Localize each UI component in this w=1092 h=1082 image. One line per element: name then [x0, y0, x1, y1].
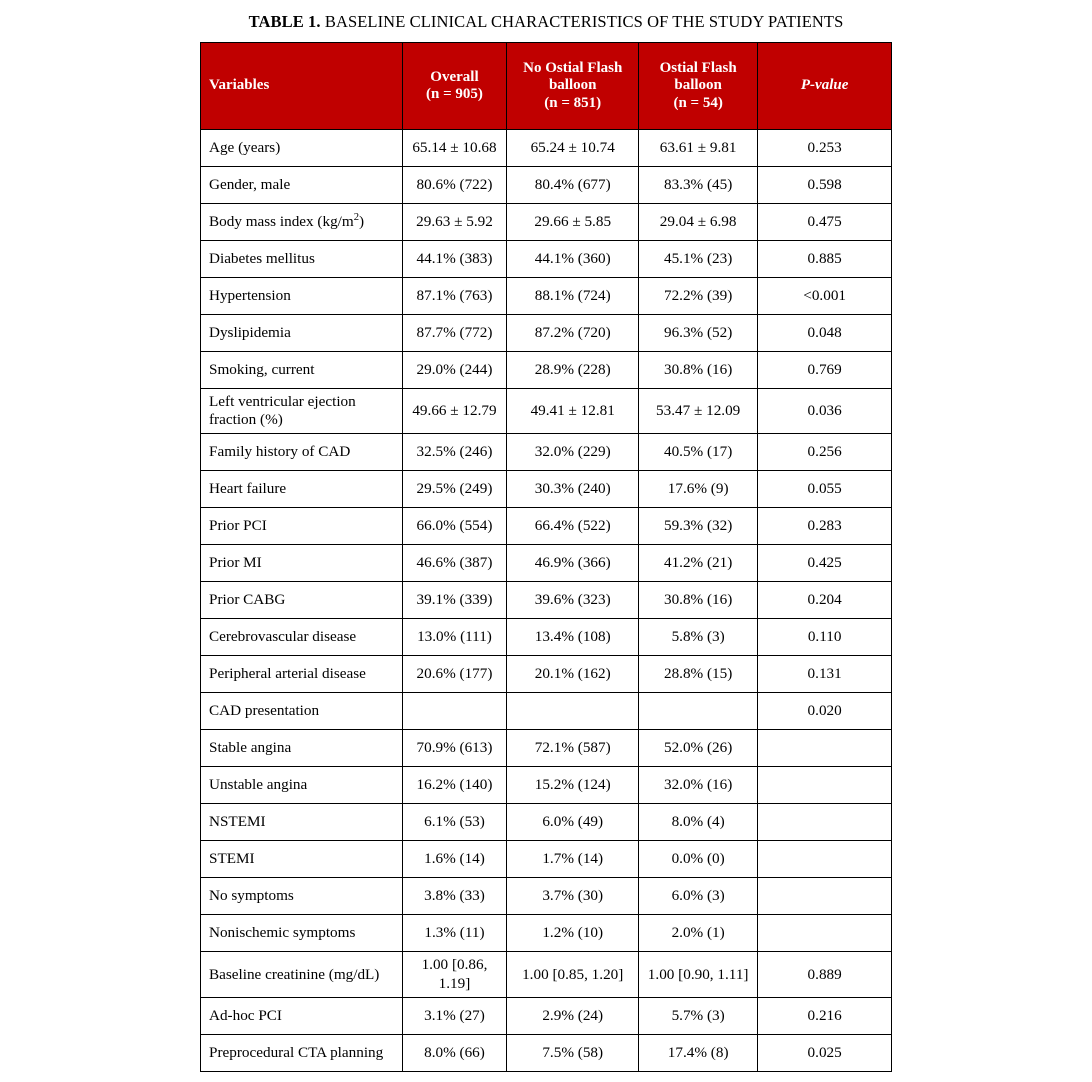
row-value-ostial: 28.8% (15) — [639, 656, 758, 693]
row-value-ostial: 52.0% (26) — [639, 730, 758, 767]
row-variable-label: Preprocedural CTA planning — [201, 1034, 403, 1071]
row-value-overall: 1.00 [0.86, 1.19] — [402, 952, 507, 997]
table-row — [201, 582, 892, 619]
row-value-ostial: 40.5% (17) — [639, 434, 758, 471]
row-value-p: 0.131 — [758, 656, 892, 693]
row-value-no-ostial: 32.0% (229) — [507, 434, 639, 471]
row-value-ostial: 5.7% (3) — [639, 997, 758, 1034]
row-value-no-ostial: 15.2% (124) — [507, 767, 639, 804]
column-header-ostial-line2: (n = 54) — [673, 94, 723, 111]
table-row — [201, 204, 892, 241]
row-value-ostial: 8.0% (4) — [639, 804, 758, 841]
row-variable-label: Gender, male — [201, 167, 403, 204]
row-value-p: 0.769 — [758, 352, 892, 389]
row-variable-label: Age (years) — [201, 130, 403, 167]
table-row — [201, 841, 892, 878]
table-row — [201, 434, 892, 471]
table-row — [201, 278, 892, 315]
row-value-p: 0.283 — [758, 508, 892, 545]
row-variable-label: Prior PCI — [201, 508, 403, 545]
column-header-no-ostial-line1: No Ostial Flash balloon — [523, 60, 623, 94]
row-value-overall: 13.0% (111) — [402, 619, 507, 656]
row-value-p — [758, 915, 892, 952]
row-value-no-ostial: 87.2% (720) — [507, 315, 639, 352]
row-variable-label: Peripheral arterial disease — [201, 656, 403, 693]
row-value-overall: 80.6% (722) — [402, 167, 507, 204]
column-header-p-value-text: P-value — [800, 77, 849, 94]
row-value-overall: 39.1% (339) — [402, 582, 507, 619]
row-value-no-ostial: 1.00 [0.85, 1.20] — [507, 952, 639, 997]
row-value-p: 0.025 — [758, 1034, 892, 1071]
row-value-overall: 46.6% (387) — [402, 545, 507, 582]
row-variable-label: Heart failure — [201, 471, 403, 508]
table-body — [201, 130, 892, 1072]
row-value-overall: 29.0% (244) — [402, 352, 507, 389]
row-variable-label: NSTEMI — [201, 804, 403, 841]
row-value-overall: 29.63 ± 5.92 — [402, 204, 507, 241]
row-value-p — [758, 804, 892, 841]
row-value-p: 0.048 — [758, 315, 892, 352]
row-value-no-ostial: 20.1% (162) — [507, 656, 639, 693]
table-row — [201, 315, 892, 352]
row-value-ostial: 17.6% (9) — [639, 471, 758, 508]
table-row — [201, 471, 892, 508]
row-value-overall: 8.0% (66) — [402, 1034, 507, 1071]
table-header — [201, 43, 892, 130]
row-value-ostial: 0.0% (0) — [639, 841, 758, 878]
row-value-overall: 29.5% (249) — [402, 471, 507, 508]
column-header-ostial-flash-balloon — [639, 43, 758, 130]
table-row — [201, 952, 892, 997]
table-row — [201, 508, 892, 545]
row-value-no-ostial: 1.7% (14) — [507, 841, 639, 878]
table-row — [201, 693, 892, 730]
row-value-ostial: 6.0% (3) — [639, 878, 758, 915]
row-value-overall: 1.6% (14) — [402, 841, 507, 878]
row-value-p: 0.110 — [758, 619, 892, 656]
table-row — [201, 389, 892, 434]
row-value-no-ostial: 44.1% (360) — [507, 241, 639, 278]
table-row — [201, 878, 892, 915]
row-value-p: 0.889 — [758, 952, 892, 997]
row-variable-label: Stable angina — [201, 730, 403, 767]
row-value-p: 0.885 — [758, 241, 892, 278]
table-row — [201, 545, 892, 582]
row-value-p — [758, 878, 892, 915]
row-value-no-ostial: 39.6% (323) — [507, 582, 639, 619]
table-row — [201, 767, 892, 804]
table-container — [200, 42, 892, 1072]
row-value-p — [758, 730, 892, 767]
row-value-no-ostial: 2.9% (24) — [507, 997, 639, 1034]
row-value-no-ostial: 28.9% (228) — [507, 352, 639, 389]
row-value-p: 0.036 — [758, 389, 892, 434]
row-value-p: <0.001 — [758, 278, 892, 315]
row-value-p: 0.055 — [758, 471, 892, 508]
row-variable-label: Prior MI — [201, 545, 403, 582]
row-value-no-ostial: 3.7% (30) — [507, 878, 639, 915]
table-row — [201, 1034, 892, 1071]
row-value-overall: 87.1% (763) — [402, 278, 507, 315]
row-value-p: 0.216 — [758, 997, 892, 1034]
table-row — [201, 804, 892, 841]
row-variable-label: No symptoms — [201, 878, 403, 915]
row-variable-label: Dyslipidemia — [201, 315, 403, 352]
row-value-p — [758, 841, 892, 878]
table-row — [201, 997, 892, 1034]
row-value-ostial — [639, 693, 758, 730]
row-value-overall: 3.8% (33) — [402, 878, 507, 915]
row-value-ostial: 30.8% (16) — [639, 352, 758, 389]
row-value-no-ostial: 29.66 ± 5.85 — [507, 204, 639, 241]
row-value-overall: 20.6% (177) — [402, 656, 507, 693]
table-row — [201, 130, 892, 167]
table-row — [201, 352, 892, 389]
row-value-ostial: 30.8% (16) — [639, 582, 758, 619]
row-value-overall: 49.66 ± 12.79 — [402, 389, 507, 434]
column-header-overall-line2: (n = 905) — [426, 86, 483, 102]
column-header-p-value — [758, 43, 892, 130]
table-caption — [0, 12, 1092, 32]
row-variable-label: Nonischemic symptoms — [201, 915, 403, 952]
row-value-ostial: 29.04 ± 6.98 — [639, 204, 758, 241]
baseline-characteristics-table — [200, 42, 892, 1072]
row-value-no-ostial: 49.41 ± 12.81 — [507, 389, 639, 434]
table-row — [201, 241, 892, 278]
row-variable-label: Diabetes mellitus — [201, 241, 403, 278]
column-header-overall-line1: Overall — [430, 68, 479, 85]
row-value-overall: 66.0% (554) — [402, 508, 507, 545]
row-value-ostial: 1.00 [0.90, 1.11] — [639, 952, 758, 997]
table-row — [201, 167, 892, 204]
row-value-no-ostial: 30.3% (240) — [507, 471, 639, 508]
row-value-p: 0.425 — [758, 545, 892, 582]
row-value-p: 0.475 — [758, 204, 892, 241]
row-value-ostial: 32.0% (16) — [639, 767, 758, 804]
row-value-overall: 1.3% (11) — [402, 915, 507, 952]
table-caption-label: TABLE 1. — [248, 12, 321, 31]
row-value-overall — [402, 693, 507, 730]
row-value-ostial: 72.2% (39) — [639, 278, 758, 315]
row-value-overall: 87.7% (772) — [402, 315, 507, 352]
row-variable-label: Unstable angina — [201, 767, 403, 804]
column-header-ostial-line1: Ostial Flash balloon — [659, 60, 737, 94]
row-value-no-ostial: 66.4% (522) — [507, 508, 639, 545]
table-caption-text: BASELINE CLINICAL CHARACTERISTICS OF THE STUDY PATIENTS — [320, 12, 844, 31]
row-value-ostial: 41.2% (21) — [639, 545, 758, 582]
row-variable-label: CAD presentation — [201, 693, 403, 730]
row-value-ostial: 83.3% (45) — [639, 167, 758, 204]
row-value-no-ostial: 46.9% (366) — [507, 545, 639, 582]
row-value-p: 0.256 — [758, 434, 892, 471]
row-value-overall: 32.5% (246) — [402, 434, 507, 471]
row-value-ostial: 96.3% (52) — [639, 315, 758, 352]
row-value-no-ostial — [507, 693, 639, 730]
row-variable-label: Family history of CAD — [201, 434, 403, 471]
row-value-no-ostial: 13.4% (108) — [507, 619, 639, 656]
row-variable-label: Ad-hoc PCI — [201, 997, 403, 1034]
row-value-no-ostial: 72.1% (587) — [507, 730, 639, 767]
row-value-ostial: 53.47 ± 12.09 — [639, 389, 758, 434]
column-header-overall — [402, 43, 507, 130]
row-variable-label: Body mass index $(kg/m^2)$ — [201, 204, 403, 241]
table-header-row — [201, 43, 892, 130]
row-value-no-ostial: 65.24 ± 10.74 — [507, 130, 639, 167]
row-value-no-ostial: 88.1% (724) — [507, 278, 639, 315]
column-header-no-ostial-flash-balloon — [507, 43, 639, 130]
table-row — [201, 915, 892, 952]
row-value-no-ostial: 1.2% (10) — [507, 915, 639, 952]
row-variable-label: Hypertension — [201, 278, 403, 315]
row-value-overall: 3.1% (27) — [402, 997, 507, 1034]
row-variable-label: Left ventricular ejection fraction (%) — [201, 389, 403, 434]
row-variable-label: STEMI — [201, 841, 403, 878]
row-value-ostial: 45.1% (23) — [639, 241, 758, 278]
row-value-ostial: 5.8% (3) — [639, 619, 758, 656]
row-value-ostial: 2.0% (1) — [639, 915, 758, 952]
row-value-no-ostial: 7.5% (58) — [507, 1034, 639, 1071]
row-value-no-ostial: 6.0% (49) — [507, 804, 639, 841]
row-value-p: 0.204 — [758, 582, 892, 619]
table-row — [201, 730, 892, 767]
row-value-overall: 70.9% (613) — [402, 730, 507, 767]
column-header-variables-line1: Variables — [209, 77, 270, 94]
row-variable-label: Cerebrovascular disease — [201, 619, 403, 656]
row-value-p — [758, 767, 892, 804]
row-variable-label: Baseline creatinine (mg/dL) — [201, 952, 403, 997]
row-value-ostial: 63.61 ± 9.81 — [639, 130, 758, 167]
row-value-overall: 65.14 ± 10.68 — [402, 130, 507, 167]
row-variable-label: Smoking, current — [201, 352, 403, 389]
column-header-variables — [201, 43, 403, 130]
row-value-no-ostial: 80.4% (677) — [507, 167, 639, 204]
row-value-p: 0.020 — [758, 693, 892, 730]
table-row — [201, 619, 892, 656]
row-variable-label: Prior CABG — [201, 582, 403, 619]
row-value-overall: 44.1% (383) — [402, 241, 507, 278]
row-value-overall: 6.1% (53) — [402, 804, 507, 841]
row-value-p: 0.253 — [758, 130, 892, 167]
row-value-ostial: 59.3% (32) — [639, 508, 758, 545]
column-header-no-ostial-line2: (n = 851) — [544, 94, 602, 111]
row-value-overall: 16.2% (140) — [402, 767, 507, 804]
table-row — [201, 656, 892, 693]
row-value-ostial: 17.4% (8) — [639, 1034, 758, 1071]
row-value-p: 0.598 — [758, 167, 892, 204]
